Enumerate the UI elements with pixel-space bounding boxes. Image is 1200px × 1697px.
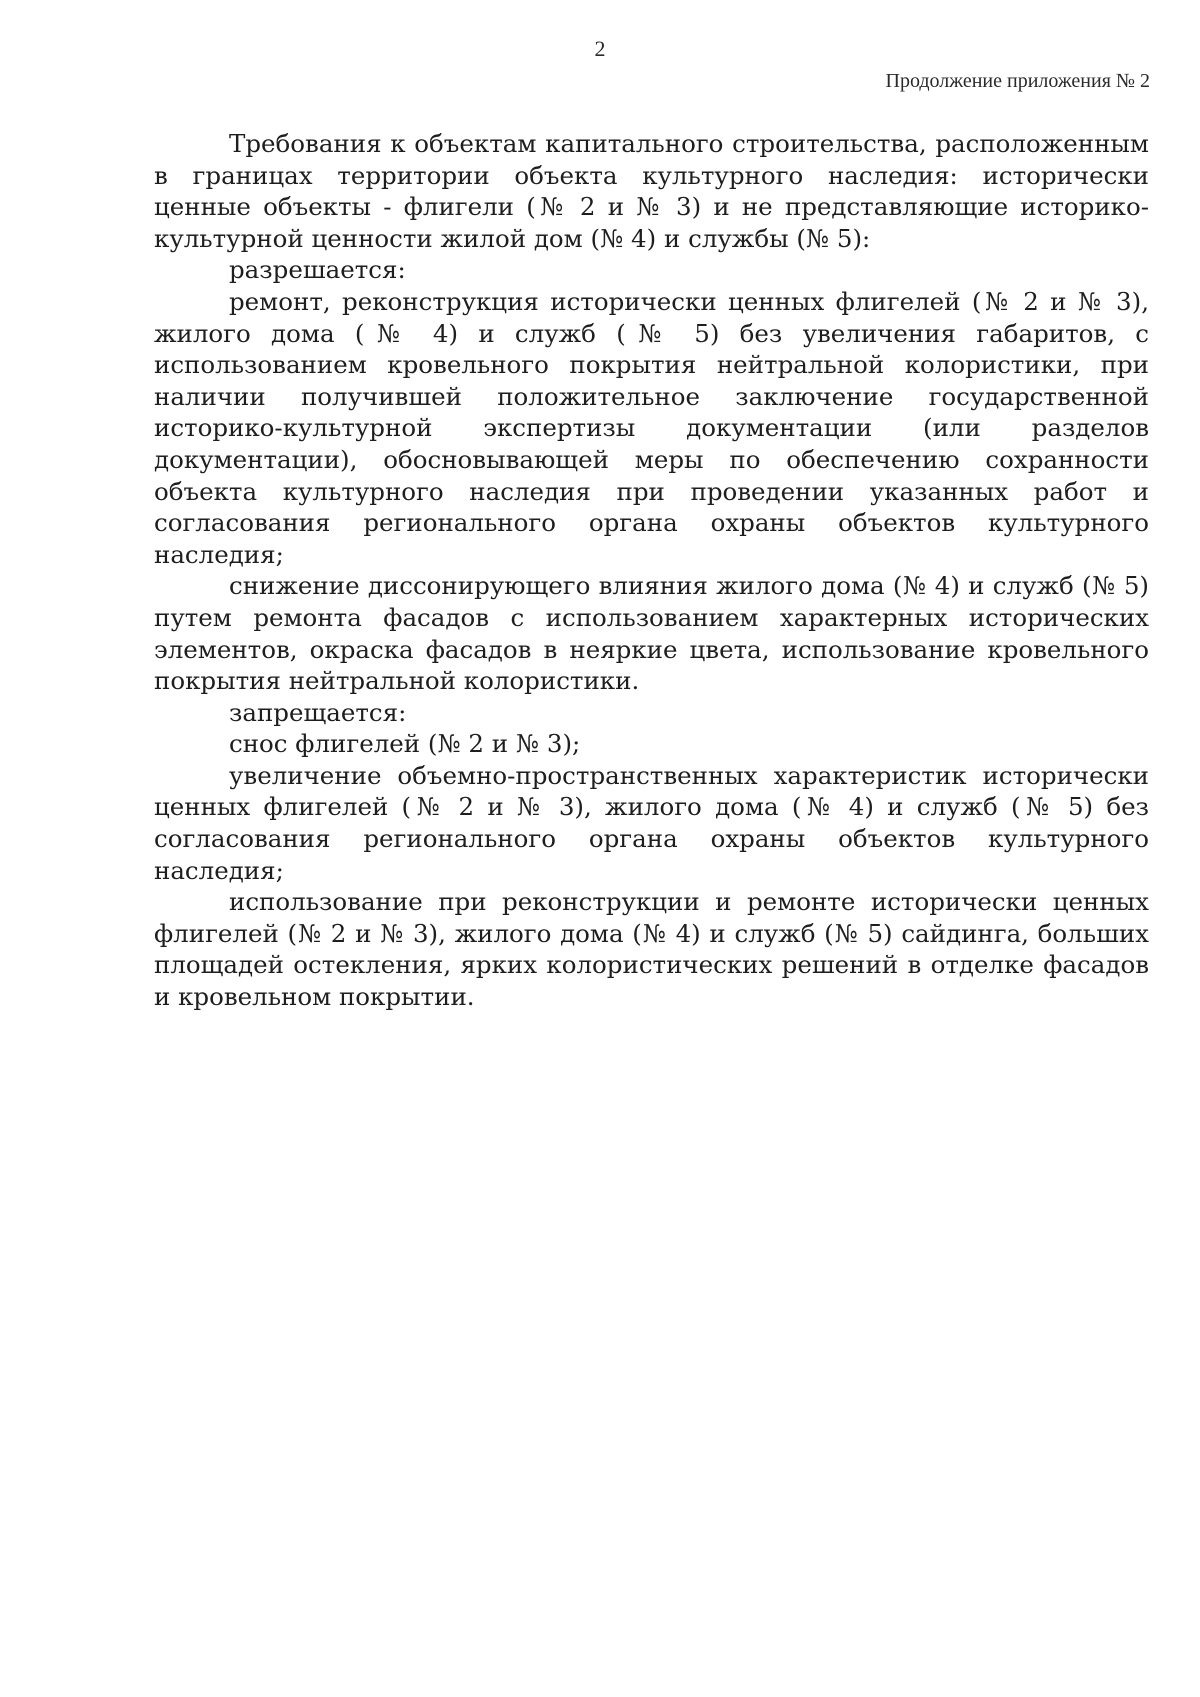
prohibited-heading: запрещается:	[229, 697, 407, 727]
prohibited-enlargement-paragraph: увеличение объемно-пространственных характеристик исторически ценных флигелей (№ 2 и № 3), жилого дома (№ 4) и служб (№ 5) без согласования регионального органа охраны объектов культурного наследия;	[154, 760, 1149, 885]
document-body	[154, 128, 1149, 1013]
permitted-repair-paragraph: ремонт, реконструкция исторически ценных флигелей (№ 2 и № 3), жилого дома (№ 4) и служб (№ 5) без увеличения габаритов, с использованием кровельного покрытия нейтральной колористики, при наличии получившей положительное заключение государственной историко-культурной экспертизы документации (или разделов документации), обосновывающей меры по обеспечению сохранности объекта культурного наследия при проведении указанных работ и согласования регионального органа охраны объектов культурного наследия;	[154, 286, 1149, 569]
permitted-heading: разрешается:	[229, 255, 406, 285]
appendix-continuation-label: Продолжение приложения № 2	[885, 70, 1150, 92]
prohibited-materials-paragraph: использование при реконструкции и ремонте исторически ценных флигелей (№ 2 и № 3), жилого дома (№ 4) и служб (№ 5) сайдинга, больших площадей остекления, ярких колористических решений в отделке фасадов и кровельном покрытии.	[154, 887, 1149, 1012]
page-number: 2	[594, 36, 606, 61]
prohibited-demolition-paragraph: снос флигелей (№ 2 и № 3);	[229, 729, 581, 759]
requirements-intro-paragraph: Требования к объектам капитального строительства, расположенным в границах территории объекта культурного наследия: исторически ценные объекты - флигели (№ 2 и № 3) и не представляющие историко-культурной ценности жилой дом (№ 4) и службы (№ 5):	[154, 129, 1149, 253]
permitted-dissonance-paragraph: снижение диссонирующего влияния жилого дома (№ 4) и служб (№ 5) путем ремонта фасадов с использованием характерных исторических элементов, окраска фасадов в неяркие цвета, использование кровельного покрытия нейтральной колористики.	[154, 571, 1149, 696]
